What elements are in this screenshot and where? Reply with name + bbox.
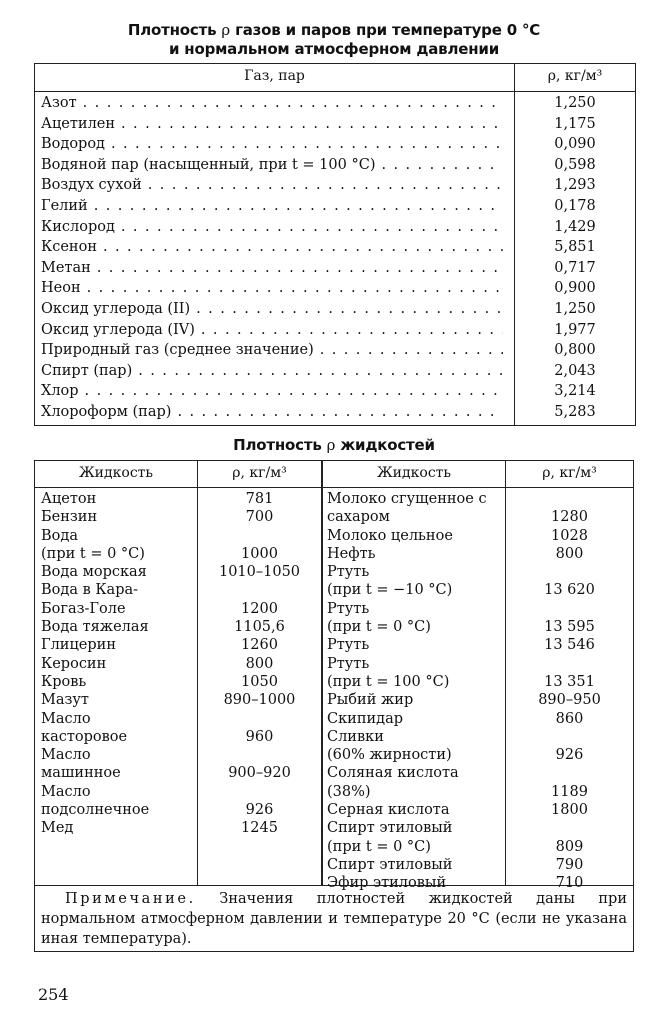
column-divider bbox=[321, 461, 323, 885]
liquid-name-line: Соляная кислота (38%) bbox=[327, 765, 459, 800]
gas-name: Оксид углерода (II) . . . bbox=[41, 299, 503, 320]
liquid-density-value: 1260 bbox=[241, 637, 278, 654]
liquid-density-value: 13 595 bbox=[544, 619, 595, 636]
gas-density-value: 0,717 bbox=[554, 259, 596, 276]
list-item bbox=[327, 819, 633, 856]
title-text: газов и паров при температуре 0 °С bbox=[230, 21, 541, 39]
liquid-density-value: 1028 bbox=[551, 527, 588, 544]
list-item bbox=[41, 508, 321, 526]
liquid-name-line: Нефть bbox=[327, 545, 376, 562]
liquid-name-line: Богаз-Голе bbox=[41, 600, 126, 617]
gas-table-title-line1 bbox=[0, 21, 668, 40]
liquid-name-line: Керосин bbox=[41, 655, 107, 672]
list-item bbox=[327, 527, 633, 545]
note-box bbox=[34, 886, 634, 952]
liquid-name-line: Ртуть bbox=[327, 637, 370, 654]
rho-symbol: ρ bbox=[221, 21, 231, 39]
gas-density-value: 1,293 bbox=[554, 177, 596, 194]
liquid-density-value: 13 620 bbox=[544, 582, 595, 599]
gas-name: Водяной пар (насыщенный, при t = 100 °С) . . . bbox=[41, 155, 503, 176]
table-row bbox=[35, 381, 635, 402]
liquid-density-value: 900–920 bbox=[228, 765, 291, 782]
liquid-name-line: Глицерин bbox=[41, 637, 116, 654]
table-row bbox=[35, 93, 635, 114]
gas-density-value: 0,090 bbox=[554, 136, 596, 153]
liquid-density-value: 1280 bbox=[551, 509, 588, 526]
liquid-density-value: 710 bbox=[555, 875, 584, 892]
liquid-name-line: Мед bbox=[41, 820, 74, 837]
gas-name: Хлор . . . bbox=[41, 381, 503, 402]
gas-name: Водород . . . bbox=[41, 134, 503, 155]
liquid-density-value: 800 bbox=[245, 655, 274, 672]
gas-density-value: 3,214 bbox=[554, 383, 596, 400]
liquid-table-title bbox=[0, 436, 668, 455]
liquid-density-value: 890–950 bbox=[538, 692, 601, 709]
header-density-left: ρ, кг/м³ bbox=[232, 465, 287, 481]
table-header bbox=[35, 64, 635, 92]
gas-density-value: 0,900 bbox=[554, 280, 596, 297]
list-item bbox=[327, 691, 633, 709]
liquid-density-value: 809 bbox=[555, 838, 584, 855]
liquid-density-value: 1000 bbox=[241, 545, 278, 562]
liquid-name-line: Вода в Кара- bbox=[41, 582, 139, 599]
gas-name: Природный газ (среднее значение) . . . bbox=[41, 340, 503, 361]
liquid-name-line: Спирт этиловый bbox=[327, 820, 453, 837]
gas-density-value: 5,283 bbox=[554, 403, 596, 420]
list-item bbox=[327, 600, 633, 637]
table-row bbox=[35, 217, 635, 238]
liquid-name-line: Бензин bbox=[41, 509, 98, 526]
liquid-name-line: Кровь bbox=[41, 673, 87, 690]
gas-density-value: 1,429 bbox=[554, 218, 596, 235]
liquid-name-line: подсолнечное bbox=[41, 802, 150, 819]
title-text: жидкостей bbox=[335, 436, 435, 454]
title-text: Плотность bbox=[233, 436, 327, 454]
gas-name: Хлороформ (пар) . . . bbox=[41, 402, 503, 423]
liquid-name-line: Молоко сгущенное с bbox=[327, 491, 487, 507]
note-label: Примечание. bbox=[65, 891, 196, 907]
list-item bbox=[327, 801, 633, 819]
gas-density-value: 1,250 bbox=[554, 95, 596, 111]
list-item bbox=[327, 710, 633, 728]
list-item bbox=[327, 856, 633, 874]
gas-name: Гелий . . . bbox=[41, 196, 503, 217]
liquid-density-table bbox=[34, 460, 634, 892]
list-item bbox=[41, 783, 321, 820]
list-item bbox=[41, 673, 321, 691]
liquid-name-line: Ацетон bbox=[41, 491, 97, 507]
gas-table-title-line2: и нормальном атмосферном давлении bbox=[168, 40, 500, 58]
list-item bbox=[41, 655, 321, 673]
liquid-name-line: Масло bbox=[41, 710, 91, 727]
liquid-density-value: 790 bbox=[555, 856, 584, 873]
title-text: Плотность bbox=[127, 21, 222, 39]
liquid-name-line: Ртуть bbox=[327, 600, 370, 617]
table-row bbox=[35, 278, 635, 299]
table-row bbox=[35, 155, 635, 176]
gas-density-value: 1,175 bbox=[554, 115, 596, 132]
table-row bbox=[35, 196, 635, 217]
liquid-name-line: Скипидар bbox=[327, 710, 404, 727]
gas-density-value: 0,178 bbox=[554, 197, 596, 214]
liquid-density-value: 1200 bbox=[241, 600, 278, 617]
liquid-name-line: (при t = −10 °С) bbox=[327, 582, 453, 599]
liquid-name-line: Масло bbox=[41, 783, 91, 800]
liquid-density-value: 960 bbox=[245, 728, 274, 745]
liquid-density-value: 890–1000 bbox=[223, 692, 296, 709]
gas-density-value: 5,851 bbox=[554, 239, 596, 256]
note-text: Значения плотностей жидкостей даны при нормальном атмосферном давлении и температуре 20 °С (если не указана иная температура). bbox=[41, 891, 628, 947]
liquid-density-value: 781 bbox=[245, 491, 274, 507]
table-row bbox=[35, 299, 635, 320]
liquid-right-column bbox=[327, 490, 633, 893]
list-item bbox=[41, 490, 321, 508]
table-row bbox=[35, 258, 635, 279]
liquid-density-value: 926 bbox=[555, 747, 584, 764]
table-row bbox=[35, 175, 635, 196]
rho-symbol: ρ bbox=[326, 436, 336, 454]
header-liquid-left: Жидкость bbox=[78, 465, 154, 481]
liquid-name-line: сахаром bbox=[327, 509, 390, 526]
gas-name: Кислород . . . bbox=[41, 217, 503, 238]
liquid-density-value: 700 bbox=[245, 509, 274, 526]
gas-density-table bbox=[34, 63, 636, 426]
liquid-name-line: Рыбий жир bbox=[327, 692, 414, 709]
gas-density-value: 0,800 bbox=[554, 342, 596, 359]
table-header bbox=[35, 461, 633, 488]
liquid-density-value: 1800 bbox=[551, 802, 588, 819]
liquid-name-line: касторовое bbox=[41, 728, 128, 745]
list-item bbox=[41, 710, 321, 747]
gas-name: Воздух сухой . . . bbox=[41, 175, 503, 196]
gas-density-value: 0,598 bbox=[554, 156, 596, 173]
header-gas: Газ, пар bbox=[244, 68, 305, 84]
liquid-name-line: Спирт этиловый bbox=[327, 856, 453, 873]
list-item bbox=[41, 563, 321, 581]
liquid-name-line: (при t = 0 °С) bbox=[327, 619, 431, 636]
liquid-density-value: 1245 bbox=[241, 820, 278, 837]
list-item bbox=[41, 746, 321, 783]
gas-name: Спирт (пар) . . . bbox=[41, 361, 503, 382]
gas-name: Ацетилен . . . bbox=[41, 114, 503, 135]
table-row bbox=[35, 320, 635, 341]
gas-density-value: 2,043 bbox=[554, 362, 596, 379]
table-row bbox=[35, 402, 635, 423]
list-item bbox=[327, 545, 633, 563]
liquid-density-value: 13 351 bbox=[544, 673, 595, 690]
gas-name: Азот . . . bbox=[41, 93, 503, 114]
table-row bbox=[35, 340, 635, 361]
gas-density-value: 1,977 bbox=[554, 321, 596, 338]
gas-density-value: 1,250 bbox=[554, 300, 596, 317]
liquid-name-line: Эфир этиловый bbox=[327, 875, 447, 892]
list-item bbox=[41, 618, 321, 636]
liquid-left-column bbox=[41, 490, 321, 838]
gas-name: Метан . . . bbox=[41, 258, 503, 279]
list-item bbox=[41, 691, 321, 709]
liquid-density-value: 13 546 bbox=[544, 637, 595, 654]
header-liquid-right: Жидкость bbox=[376, 465, 452, 481]
list-item bbox=[327, 764, 633, 801]
liquid-density-value: 1010–1050 bbox=[218, 564, 301, 581]
liquid-density-value: 860 bbox=[555, 710, 584, 727]
gas-rows bbox=[35, 93, 635, 423]
list-item bbox=[327, 655, 633, 692]
liquid-name-line: Мазут bbox=[41, 692, 89, 709]
liquid-name-line: Молоко цельное bbox=[327, 527, 453, 544]
table-row bbox=[35, 237, 635, 258]
gas-name: Оксид углерода (IV) . . . bbox=[41, 320, 503, 341]
liquid-density-value: 926 bbox=[245, 802, 274, 819]
list-item bbox=[41, 527, 321, 564]
liquid-density-value: 800 bbox=[555, 545, 584, 562]
gas-name: Неон . . . bbox=[41, 278, 503, 299]
liquid-name-line: Ртуть bbox=[327, 564, 370, 581]
list-item bbox=[41, 819, 321, 837]
liquid-density-value: 1050 bbox=[241, 673, 278, 690]
table-row bbox=[35, 361, 635, 382]
table-row bbox=[35, 114, 635, 135]
header-density: ρ, кг/м³ bbox=[547, 68, 603, 84]
liquid-name-line: Вода морская bbox=[41, 564, 147, 581]
liquid-name-line: Масло bbox=[41, 747, 91, 764]
table-row bbox=[35, 134, 635, 155]
liquid-density-value: 1105,6 bbox=[234, 619, 285, 636]
liquid-name-line: машинное bbox=[41, 765, 121, 782]
liquid-name-line: (60% жирности) bbox=[327, 747, 452, 764]
liquid-name-line: (при t = 0 °С) bbox=[41, 545, 145, 562]
list-item bbox=[327, 636, 633, 654]
liquid-name-line: Сливки bbox=[327, 728, 384, 745]
liquid-name-line: (при t = 100 °С) bbox=[327, 673, 450, 690]
liquid-name-line: Серная кислота bbox=[327, 802, 450, 819]
list-item bbox=[327, 563, 633, 600]
gas-name: Ксенон . . . bbox=[41, 237, 503, 258]
list-item bbox=[41, 581, 321, 618]
liquid-name-line: (при t = 0 °С) bbox=[327, 838, 431, 855]
list-item bbox=[327, 728, 633, 765]
liquid-name-line: Вода тяжелая bbox=[41, 619, 149, 636]
liquid-name-line: Вода bbox=[41, 527, 78, 544]
liquid-name-line: Ртуть bbox=[327, 655, 370, 672]
liquid-density-value: 1189 bbox=[551, 783, 588, 800]
list-item bbox=[41, 636, 321, 654]
list-item bbox=[327, 490, 633, 527]
header-density-right: ρ, кг/м³ bbox=[542, 465, 597, 481]
page-number: 254 bbox=[38, 985, 69, 1004]
